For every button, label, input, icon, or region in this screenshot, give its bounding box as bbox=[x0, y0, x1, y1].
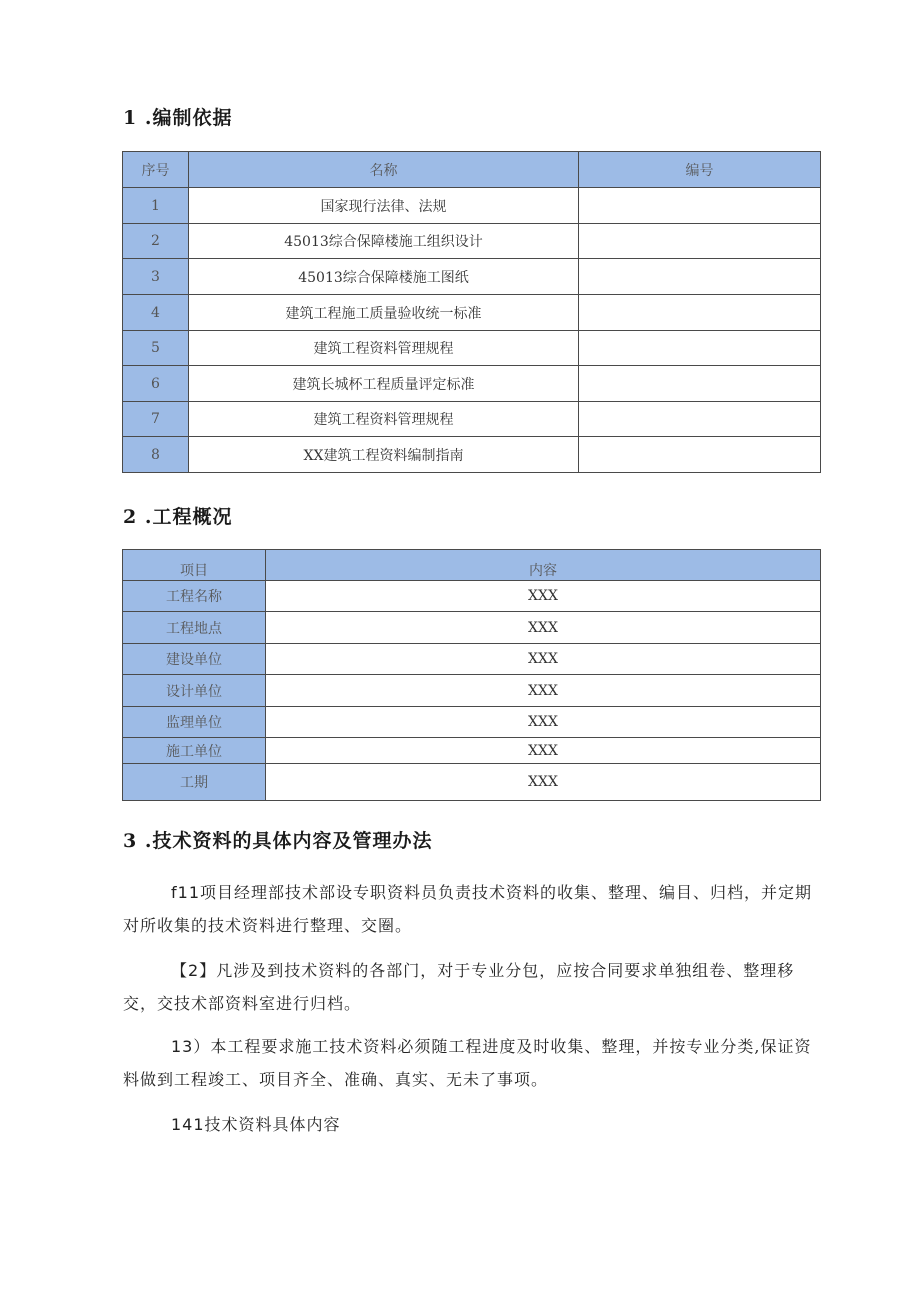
header-code: 编号 bbox=[579, 152, 821, 188]
row-name: 国家现行法律、法规 bbox=[189, 188, 579, 224]
row-code bbox=[579, 224, 821, 259]
row-no: 2 bbox=[123, 224, 189, 259]
row-content: XXX bbox=[266, 581, 821, 612]
paragraph-2-lead: 【2】 bbox=[171, 961, 217, 980]
table-row bbox=[123, 331, 821, 366]
paragraph-2 bbox=[123, 954, 823, 1020]
table-row bbox=[123, 295, 821, 331]
row-no: 5 bbox=[123, 331, 189, 366]
table-row bbox=[123, 402, 821, 437]
paragraph-1 bbox=[123, 876, 823, 942]
table-row bbox=[123, 707, 821, 738]
row-content: XXX bbox=[266, 644, 821, 675]
row-item: 施工单位 bbox=[123, 738, 266, 764]
paragraph-4 bbox=[123, 1108, 823, 1141]
row-code bbox=[579, 366, 821, 402]
header-content: 内容 bbox=[266, 550, 821, 581]
paragraph-3-text: 本工程要求施工技术资料必须随工程进度及时收集、整理，并按专业分类,保证资料做到工程竣工、项目齐全、准确、真实、无未了事项。 bbox=[123, 1037, 812, 1089]
row-code bbox=[579, 437, 821, 473]
row-item: 工程地点 bbox=[123, 612, 266, 644]
row-no: 7 bbox=[123, 402, 189, 437]
table-row bbox=[123, 581, 821, 612]
row-no: 4 bbox=[123, 295, 189, 331]
row-no: 8 bbox=[123, 437, 189, 473]
section1-heading: 1 .编制依据 bbox=[123, 107, 233, 129]
table-row bbox=[123, 259, 821, 295]
row-no: 1 bbox=[123, 188, 189, 224]
row-content: XXX bbox=[266, 612, 821, 644]
row-content: XXX bbox=[266, 675, 821, 707]
row-item: 设计单位 bbox=[123, 675, 266, 707]
row-item: 监理单位 bbox=[123, 707, 266, 738]
row-content: XXX bbox=[266, 738, 821, 764]
row-item: 建设单位 bbox=[123, 644, 266, 675]
table-row bbox=[123, 644, 821, 675]
table-row bbox=[123, 738, 821, 764]
paragraph-3 bbox=[123, 1030, 823, 1096]
section3-heading: 3 .技术资料的具体内容及管理办法 bbox=[123, 830, 433, 852]
basis-table-header bbox=[123, 152, 821, 188]
header-no: 序号 bbox=[123, 152, 189, 188]
row-code bbox=[579, 331, 821, 366]
row-content: XXX bbox=[266, 707, 821, 738]
table-row bbox=[123, 366, 821, 402]
table-row bbox=[123, 675, 821, 707]
row-name: 建筑长城杯工程质量评定标准 bbox=[189, 366, 579, 402]
paragraph-1-text: 项目经理部技术部设专职资料员负责技术资料的收集、整理、编目、归档，并定期对所收集的技术资料进行整理、交圈。 bbox=[123, 883, 813, 935]
row-content: XXX bbox=[266, 764, 821, 801]
paragraph-4-lead: 141 bbox=[171, 1115, 205, 1134]
table-row bbox=[123, 188, 821, 224]
paragraph-4-text: 技术资料具体内容 bbox=[204, 1115, 341, 1134]
row-name: 45013综合保障楼施工图纸 bbox=[189, 259, 579, 295]
row-item: 工程名称 bbox=[123, 581, 266, 612]
row-no: 3 bbox=[123, 259, 189, 295]
row-name: XX建筑工程资料编制指南 bbox=[189, 437, 579, 473]
row-code bbox=[579, 259, 821, 295]
row-name: 建筑工程资料管理规程 bbox=[189, 402, 579, 437]
paragraph-1-lead: f11 bbox=[171, 883, 200, 902]
header-item: 项目 bbox=[123, 550, 266, 581]
paragraph-3-lead: 13） bbox=[171, 1037, 211, 1056]
row-name: 建筑工程施工质量验收统一标准 bbox=[189, 295, 579, 331]
row-name: 建筑工程资料管理规程 bbox=[189, 331, 579, 366]
table-row bbox=[123, 764, 821, 801]
table-row bbox=[123, 612, 821, 644]
overview-table bbox=[122, 549, 821, 801]
table-row bbox=[123, 224, 821, 259]
section2-heading: 2 .工程概况 bbox=[123, 506, 233, 528]
row-code bbox=[579, 188, 821, 224]
row-name: 45013综合保障楼施工组织设计 bbox=[189, 224, 579, 259]
overview-table-header bbox=[123, 550, 821, 581]
paragraph-2-text: 凡涉及到技术资料的各部门，对于专业分包，应按合同要求单独组卷、整理移交，交技术部资料室进行归档。 bbox=[123, 961, 795, 1013]
header-name: 名称 bbox=[189, 152, 579, 188]
table-row bbox=[123, 437, 821, 473]
row-code bbox=[579, 295, 821, 331]
row-code bbox=[579, 402, 821, 437]
row-no: 6 bbox=[123, 366, 189, 402]
row-item: 工期 bbox=[123, 764, 266, 801]
basis-table bbox=[122, 151, 821, 473]
